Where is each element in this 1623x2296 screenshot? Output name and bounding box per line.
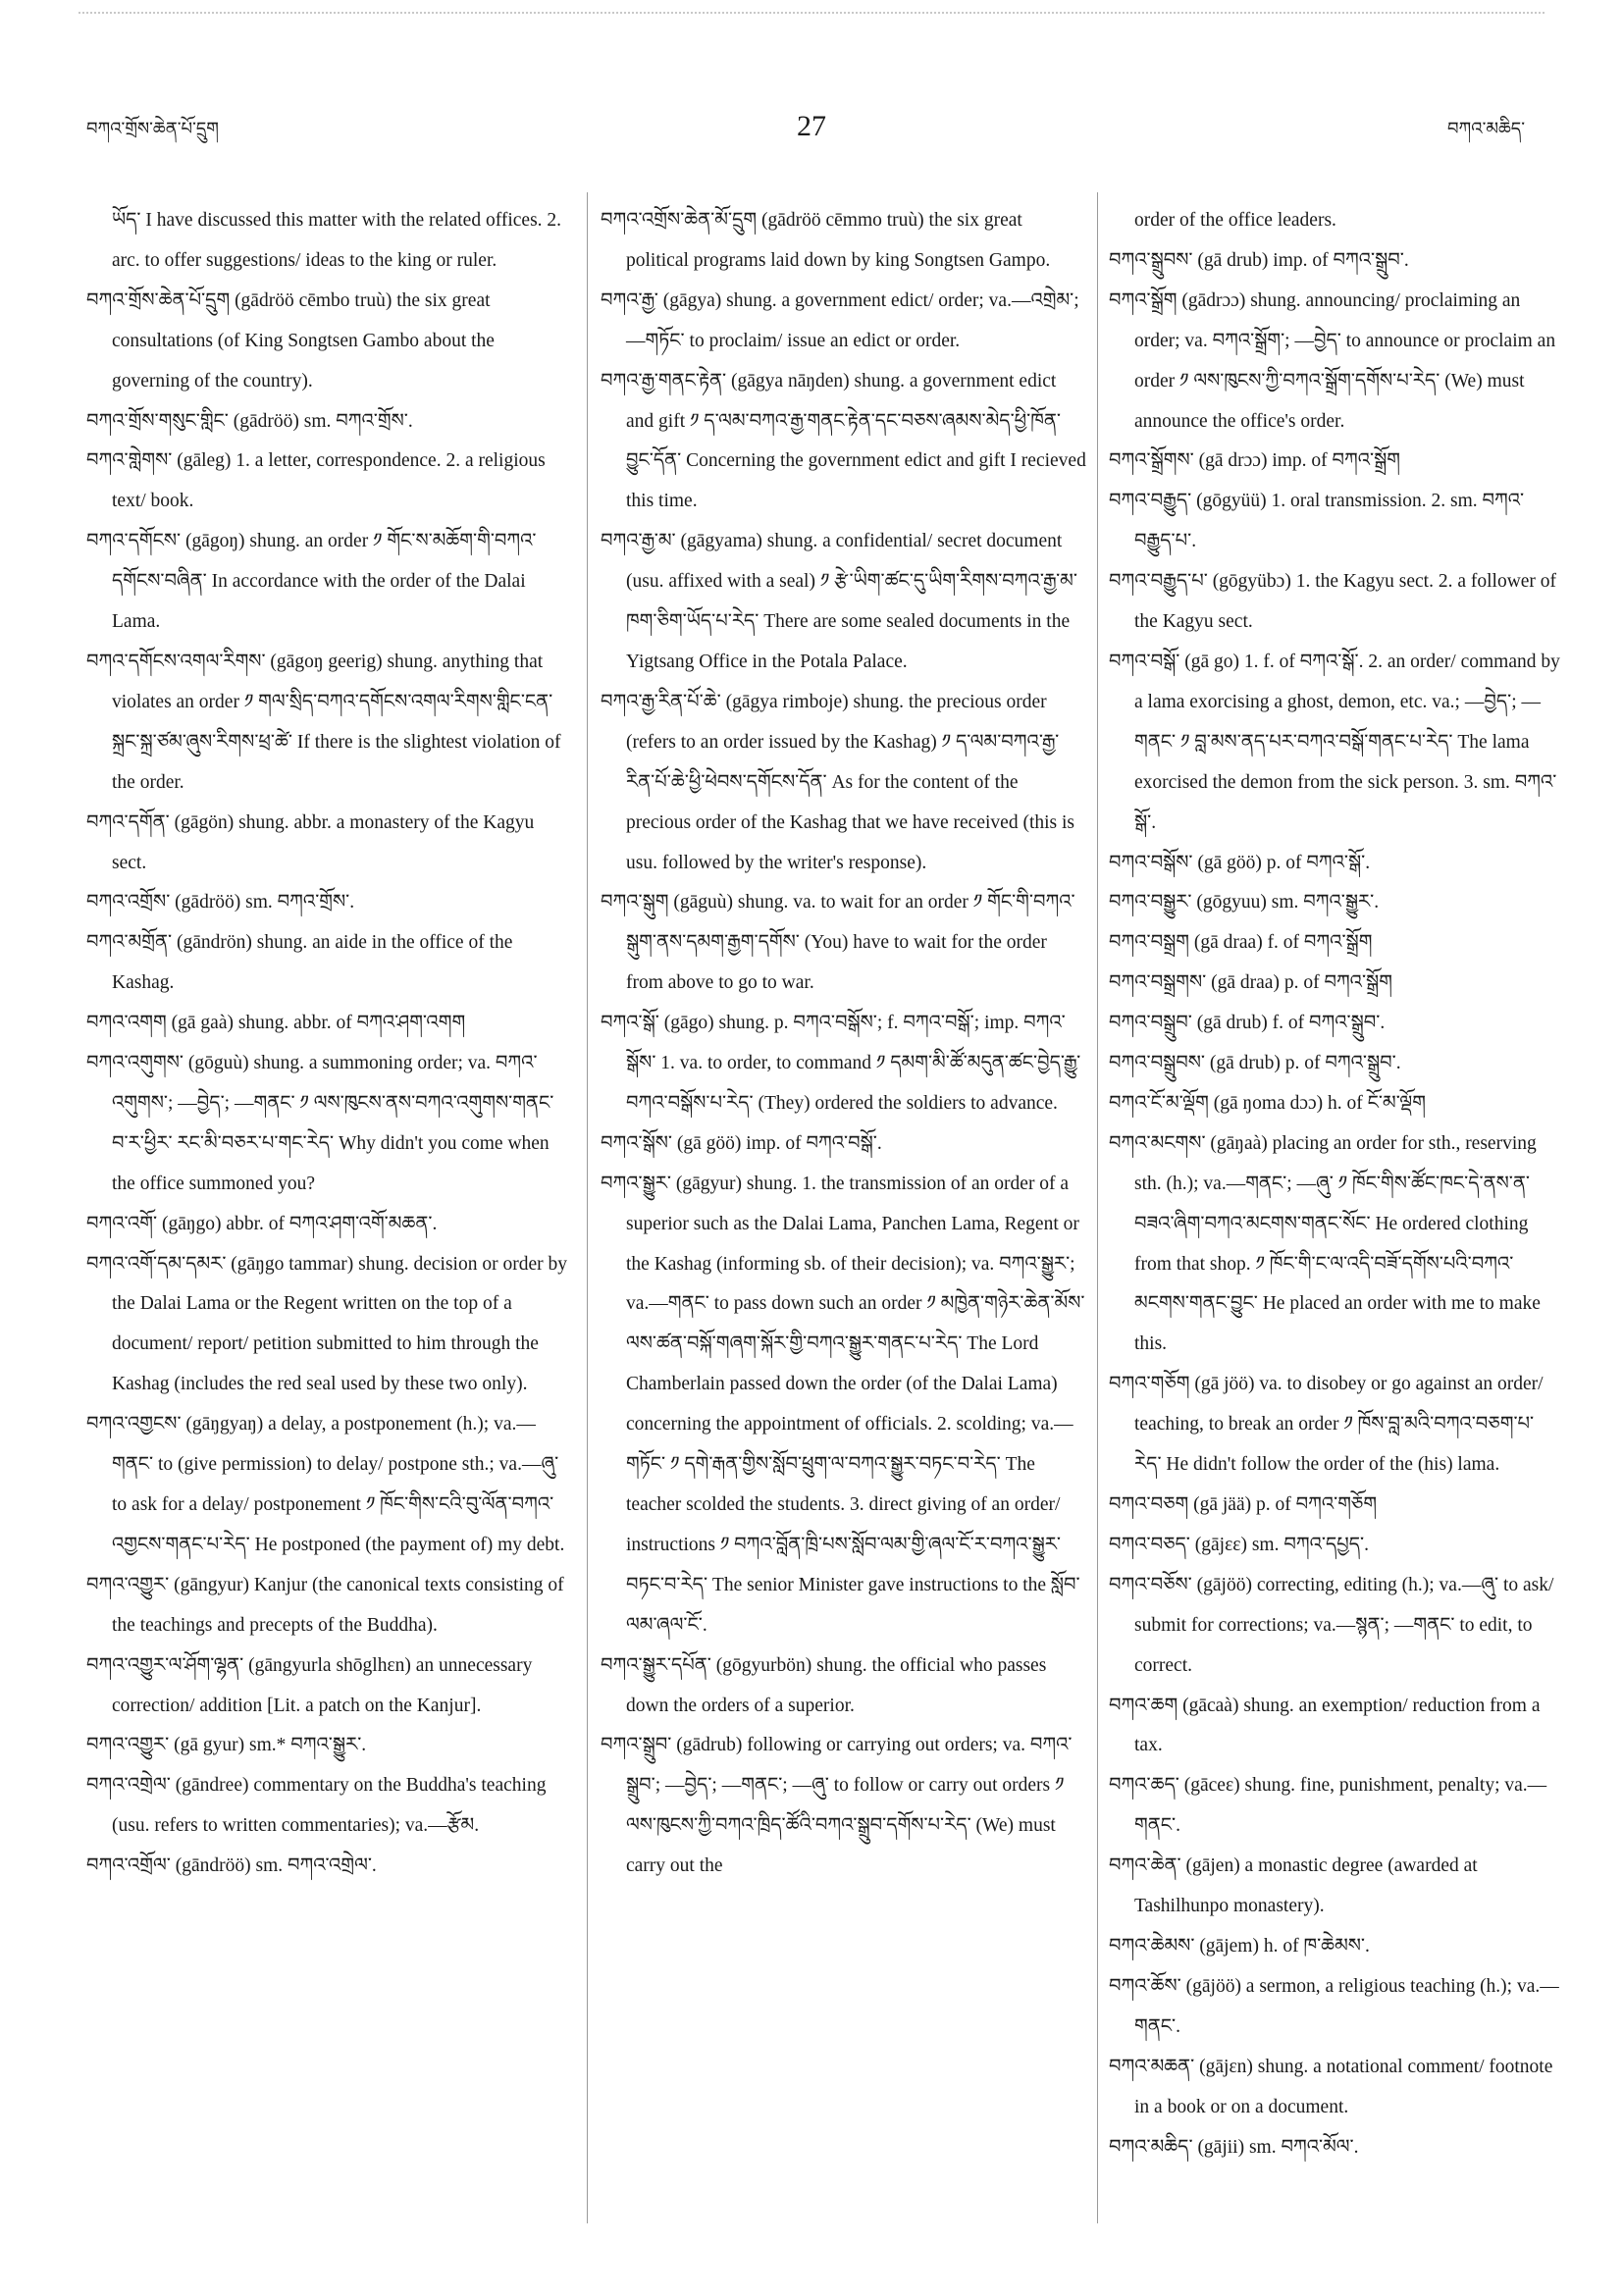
- dictionary-entry: ཡོད་ I have discussed this matter with the related offices. 2. arc. to offer suggestions/ ideas to the king or ruler.: [112, 210, 562, 271]
- dictionary-entry: བཀའ་བཅོས་ (gājöö) correcting, editing (h.); va.—ཞུ་ to ask/ submit for corrections; va.—སྙན་; —གནང་ to edit, to correct.: [1109, 1574, 1554, 1676]
- dictionary-entry: བཀའ་འགག (gā gaà) shung. abbr. of བཀའ་ཤག་འགག: [86, 1013, 466, 1034]
- dictionary-entry: བཀའ་འགུགས་ (gōguù) shung. a summoning order; va. བཀའ་འགུགས་; —བྱེད་; —གནང་ ༡ ལས་ཁུངས་ནས་བཀའ་འགུགས་གནང་བ་ར་ཕྱིར་ རང་མི་བཅར་པ་གང་རེད་ Why didn't you come when the office summoned you?: [86, 1053, 554, 1194]
- dictionary-entry: བཀའ་སྒྲོག (gādrɔɔ) shung. announcing/ proclaiming an order; va. བཀའ་སྒྲོག་; —བྱེད་ to announce or proclaim an order ༡ ལས་ཁུངས་ཀྱི་བཀའ་སྒྲོག་དགོས་པ་རེད་ (We) must announce the office's order.: [1109, 289, 1556, 432]
- dictionary-entry: བཀའ་གཅོག (gā jöö) va. to disobey or go against an order/ teaching, to break an order ༡ ཁོས་བླ་མའི་བཀའ་བཅག་པ་རེད་ He didn't follow the order of the (his) lama.: [1109, 1374, 1544, 1476]
- dictionary-entry: བཀའ་མགྲོན་ (gāndrön) shung. an aide in the office of the Kashag.: [86, 932, 513, 994]
- dictionary-entry: བཀའ་མཆིད་ (gājii) sm. བཀའ་མོལ་.: [1109, 2136, 1359, 2158]
- page-number: 27: [797, 110, 826, 142]
- dictionary-entry: བཀའ་འགྱུར་ (gā gyur) sm.* བཀའ་སྒྱུར་.: [86, 1735, 367, 1756]
- dictionary-entry: བཀའ་ཆེན་ (gājen) a monastic degree (awarded at Tashilhunpo monastery).: [1109, 1855, 1478, 1917]
- dictionary-entry: བཀའ་རྒྱ་ (gāgya) shung. a government edict/ order; va.—འགྲེམ་; —གཏོང་ to proclaim/ issue an edict or order.: [601, 289, 1079, 351]
- dictionary-entry: བཀའ་ངོ་མ་ལྡོག (gā ŋoma dɔɔ) h. of ངོ་མ་ལྡོག: [1109, 1092, 1426, 1114]
- dictionary-entry: བཀའ་དགོངས་འགལ་རིགས་ (gāgoŋ geerig) shung. anything that violates an order ༡ གལ་སྲིད་བཀའ་དགོངས་འགལ་རིགས་གླིང་ངན་སྐྲང་སྐྲ་ཙམ་ཞུས་རིགས་ཕྲ་ཚེ་ If there is the slightest violation of the order.: [86, 651, 561, 793]
- dictionary-entry: བཀའ་དགོངས་ (gāgoŋ) shung. an order ༡ གོང་ས་མཆོག་གི་བཀའ་དགོངས་བཞིན་ In accordance with the order of the Dalai Lama.: [86, 531, 537, 633]
- dictionary-entry: བཀའ་འགྱངས་ (gāŋgyaŋ) a delay, a postponement (h.); va.—གནང་ to (give permission) to delay/ postpone sth.; va.—ཞུ་ to ask for a delay/ postponement ༡ ཁོང་གིས་ངའི་བུ་ལོན་བཀའ་འགྱངས་གནང་པ་རེད་ He postponed (the payment of) my debt.: [86, 1414, 565, 1555]
- dictionary-entry: བཀའ་བསྒོས་ (gā göö) p. of བཀའ་སྒོ་.: [1109, 852, 1371, 873]
- dictionary-entry: བཀའ་རྒྱ་གནང་རྟེན་ (gāgya nāŋden) shung. a government edict and gift ༡ ད་ལམ་བཀའ་རྒྱ་གནང་རྟེན་དང་བཅས་ཞམས་མེད་ཕྱི་ཁོན་བྱུང་དོན་ Concerning the government edict and gift I recieved this time.: [601, 370, 1086, 512]
- dictionary-entry: བཀའ་སྒུག (gāguù) shung. va. to wait for an order ༡ གོང་གི་བཀའ་སྒུག་ནས་དམག་རྒྱག་དགོས་ (You) have to wait for the order from above to go to war.: [601, 892, 1075, 994]
- dictionary-entry: བཀའ་བཅད་ (gājɛɛ) sm. བཀའ་དཔྱད་.: [1109, 1534, 1369, 1555]
- dictionary-entry: བཀའ་གྲོས་ཆེན་པོ་དྲུག (gādröö cēmbo truù) the six great consultations (of King Songtsen Gambo about the governing of the country).: [86, 289, 495, 391]
- dictionary-entry: བཀའ་ཆག (gācaà) shung. an exemption/ reduction from a tax.: [1109, 1695, 1541, 1756]
- dictionary-entry: བཀའ་སྒྲོགས་ (gā drɔɔ) imp. of བཀའ་སྒྲོག: [1109, 450, 1401, 472]
- running-head-left: བཀའ་གྲོས་ཆེན་པོ་དྲུག: [86, 119, 219, 139]
- dictionary-entry: བཀའ་མངགས་ (gāŋaà) placing an order for sth., reserving sth. (h.); va.—གནང་; —ཞུ་ ༡ ཁོང་གིས་ཚོང་ཁང་དེ་ནས་ན་བཟའ་ཞིག་བཀའ་མངགས་གནང་སོང་ He ordered clothing from that shop. ༡ ཁོང་གི་ང་ལ་འདི་བཟོ་དགོས་པའི་བཀའ་མངགས་གནང་བྱུང་ He placed an order with me to make this.: [1109, 1132, 1541, 1355]
- column-divider: [1097, 192, 1098, 2223]
- dictionary-entry: བཀའ་སྒྲུབ་ (gādrub) following or carrying out orders; va. བཀའ་སྒྲུབ་; —བྱེད་; —གནང་; —ཞུ་ to follow or carry out orders ༡ ལས་ཁུངས་ཀྱི་བཀའ་ཁྲིད་ཚོའི་བཀའ་སྒྲུབ་དགོས་པ་རེད་ (We) must carry out the: [601, 1735, 1073, 1877]
- dictionary-entry: བཀའ་ཆད་ (gāceɛ) shung. fine, punishment, penalty; va.—གནང་.: [1109, 1775, 1547, 1837]
- dictionary-entry: བཀའ་བསྒྱུར་ (gōgyuu) sm. བཀའ་སྒྱུར་.: [1109, 892, 1380, 913]
- dictionary-entry: order of the office leaders.: [1134, 210, 1336, 231]
- entries-column-3: [1109, 201, 1560, 2167]
- dictionary-entry: བཀའ་འགྲོས་ཆེན་མོ་དྲུག (gādröö cēmmo truù) the six great political programs laid down by king Songtsen Gampo.: [601, 210, 1051, 271]
- dictionary-entry: བཀའ་སྒོས་ (gā göö) imp. of བཀའ་བསྒོ་.: [601, 1132, 882, 1154]
- dictionary-entry: བཀའ་འགྲོལ་ (gāndröö) sm. བཀའ་འགྲེལ་.: [86, 1855, 377, 1877]
- dictionary-entry: བཀའ་སྒྲུབས་ (gā drub) imp. of བཀའ་སྒྲུབ་.: [1109, 249, 1409, 271]
- dictionary-entry: བཀའ་ཆོས་ (gājöö) a sermon, a religious teaching (h.); va.—གནང་.: [1109, 1975, 1559, 2037]
- entries-column-1: [86, 201, 567, 1887]
- dictionary-entry: བཀའ་རྒྱ་མ་ (gāgyama) shung. a confidential/ secret document (usu. affixed with a seal) ༡ རྩེ་ཡིག་ཚང་དུ་ཡིག་རིགས་བཀའ་རྒྱ་མ་ཁག་ཅིག་ཡོད་པ་རེད་ There are some sealed documents in the Yigtsang Office in the Potala Palace.: [601, 531, 1077, 672]
- dictionary-entry: བཀའ་དགོན་ (gāgön) shung. abbr. a monastery of the Kagyu sect.: [86, 811, 535, 873]
- dictionary-entry: བཀའ་བཅག (gā jää) p. of བཀའ་གཅོག: [1109, 1494, 1378, 1515]
- dictionary-entry: བཀའ་འགྱུར་ (gāngyur) Kanjur (the canonical texts consisting of the teachings and precepts of the Buddha).: [86, 1574, 564, 1636]
- dictionary-entry: བཀའ་བསྒོ་ (gā go) 1. f. of བཀའ་སྒོ་. 2. an order/ command by a lama exorcising a ghost, demon, etc. va.; —བྱེད་; —གནང་ ༡ བླ་མས་ནད་པར་བཀའ་བསྒོ་གནང་པ་རེད་ The lama exorcised the demon from the sick person. 3. sm. བཀའ་སྒོ་.: [1109, 651, 1560, 833]
- dictionary-entry: བཀའ་རྒྱ་རིན་པོ་ཆེ་ (gāgya rimboje) shung. the precious order (refers to an order issued by the Kashag) ༡ ད་ལམ་བཀའ་རྒྱ་རིན་པོ་ཆེ་ཕྱི་ཕེབས་དགོངས་དོན་ As for the content of the precious order of the Kashag that we have received (this is usu. followed by the writer's response).: [601, 691, 1074, 873]
- dictionary-entry: བཀའ་བརྒྱུད་ (gōgyüü) 1. oral transmission. 2. sm. བཀའ་བརྒྱུད་པ་.: [1109, 491, 1525, 552]
- dictionary-entry: བཀའ་འགྲེལ་ (gāndree) commentary on the Buddha's teaching (usu. refers to written commentaries); va.—རྩོམ.: [86, 1775, 547, 1837]
- dictionary-entry: བཀའ་འགོ་ (gāŋgo) abbr. of བཀའ་ཤག་འགོ་མཆན་.: [86, 1213, 438, 1234]
- dictionary-entry: བཀའ་བསྒྲུབས་ (gā drub) p. of བཀའ་སྒྲུབ་.: [1109, 1053, 1401, 1074]
- dictionary-entry: བཀའ་བསྒྲགས་ (gā draa) p. of བཀའ་སྒྲོག: [1109, 972, 1392, 994]
- dictionary-entry: བཀའ་བསྒྲུབ་ (gā drub) f. of བཀའ་སྒྲུབ་.: [1109, 1013, 1386, 1034]
- entries-column-2: [601, 201, 1086, 1887]
- dictionary-entry: བཀའ་འགོ་དམ་དམར་ (gāŋgo tammar) shung. decision or order by the Dalai Lama or the Regent written on the top of a document/ report/ petition submitted to him through the Kashag (includes the red seal used by these two only).: [86, 1253, 567, 1395]
- top-scan-border: [79, 12, 1544, 18]
- dictionary-entry: བཀའ་ཆེམས་ (gājem) h. of ཁ་ཆེམས་.: [1109, 1935, 1370, 1957]
- dictionary-entry: བཀའ་སྒྱུར་ (gāgyur) shung. 1. the transmission of an order of a superior such as the Dalai Lama, Panchen Lama, Regent or the Kashag (informing sb. of their decision); va. བཀའ་སྒྱུར་; va.—གནང་ to pass down such an order ༡ མཁྱེན་གཉེར་ཆེན་མོས་ལས་ཚན་བསྐོ་གཞག་སྐོར་གྱི་བཀའ་སྒྱུར་གནང་པ་རེད་ The Lord Chamberlain passed down the order (of the Dalai Lama) concerning the appointment of officials. 2. scolding; va.—གཏོང་ ༡ དགེ་རྒན་གྱིས་སློབ་ཕྲུག་ལ་བཀའ་སྒྱུར་བཏང་བ་རེད་ The teacher scolded the students. 3. direct giving of an order/ instructions ༡ བཀའ་བློན་ཁྲི་པས་སློབ་ལམ་གྱི་ཞལ་ངོ་ར་བཀའ་སྒྱུར་བཏང་བ་རེད་ The senior Minister gave instructions to the སློབ་ལམ་ཞལ་ངོ་.: [601, 1173, 1085, 1636]
- dictionary-entry: བཀའ་འགྱུར་ལ་ཤོག་ལྷན་ (gāngyurla shōglhɛn) an unnecessary correction/ addition [Lit. a patch on the Kanjur].: [86, 1654, 533, 1716]
- dictionary-entry: བཀའ་བརྒྱུད་པ་ (gōgyübɔ) 1. the Kagyu sect. 2. a follower of the Kagyu sect.: [1109, 571, 1557, 633]
- dictionary-entry: བཀའ་མཆན་ (gājɛn) shung. a notational comment/ footnote in a book or on a document.: [1109, 2056, 1553, 2117]
- dictionary-entry: བཀའ་སྒོ་ (gāgo) shung. p. བཀའ་བསྒོས་; f. བཀའ་བསྒོ་; imp. བཀའ་སྒོས་ 1. va. to order, to command ༡ དམག་མི་ཚོ་མདུན་ཚང་བྱེད་རྒྱུ་བཀའ་བསྒོས་པ་རེད་ (They) ordered the soldiers to advance.: [601, 1013, 1081, 1114]
- dictionary-entry: བཀའ་སྒྱུར་དཔོན་ (gōgyurbön) shung. the official who passes down the orders of a superior.: [601, 1654, 1047, 1716]
- column-divider: [587, 192, 588, 2223]
- dictionary-entry: བཀའ་འགྲོས་ (gādröö) sm. བཀའ་གྲོས་.: [86, 892, 355, 913]
- running-head-right: བཀའ་མཆིད་: [1447, 119, 1525, 139]
- dictionary-entry: བཀའ་གྲོས་གསུང་གླིང་ (gādröö) sm. བཀའ་གྲོས་.: [86, 410, 413, 432]
- dictionary-entry: བཀའ་བསྒྲག (gā draa) f. of བཀའ་སྒྲོག: [1109, 932, 1373, 954]
- dictionary-entry: བཀའ་གླེགས་ (gāleg) 1. a letter, correspondence. 2. a religious text/ book.: [86, 450, 546, 512]
